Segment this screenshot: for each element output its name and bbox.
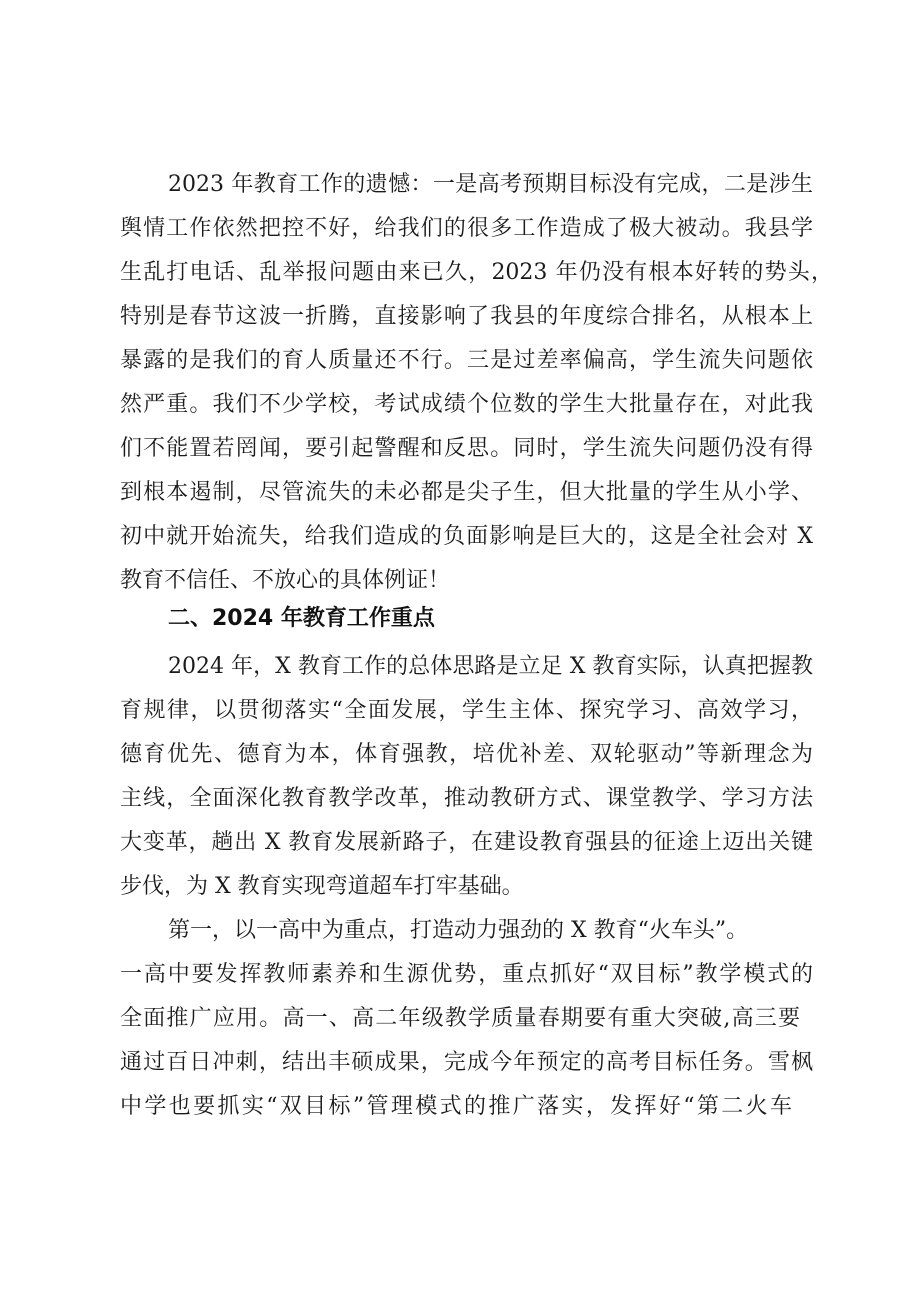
paragraph-3-line-2: 一高中要发挥教师素养和生源优势，重点抓好“双目标”教学模式的 xyxy=(120,962,813,987)
paragraph-1-line-8: 到根本遏制，尽管流失的未必都是尖子生，但大批量的学生从小学、 xyxy=(120,480,813,505)
paragraph-3-line-1: 第一，以一高中为重点，打造动力强劲的 X 教育“火车头”。 xyxy=(168,918,749,943)
section-heading: 二、2024 年教育工作重点 xyxy=(168,606,435,631)
paragraph-2-line-4: 主线，全面深化教育教学改革，推动教研方式、课堂教学、学习方法 xyxy=(120,786,813,811)
paragraph-2-line-6: 步伐，为 X 教育实现弯道超车打牢基础。 xyxy=(120,874,524,899)
paragraph-1-line-5: 暴露的是我们的育人质量还不行。三是过差率偏高，学生流失问题依 xyxy=(120,348,813,373)
paragraph-1-line-3: 生乱打电话、乱举报问题由来已久，2023 年仍没有根本好转的势头， xyxy=(120,260,833,285)
paragraph-3-line-5: 中学也要抓实“双目标”管理模式的推广落实，发挥好“第二火车 xyxy=(120,1094,792,1119)
paragraph-1-line-10: 教育不信任、不放心的具体例证！ xyxy=(120,568,451,593)
paragraph-3-line-3: 全面推广应用。高一、高二年级教学质量春期要有重大突破,高三要 xyxy=(120,1006,800,1031)
paragraph-1-line-1: 2023 年教育工作的遗憾：一是高考预期目标没有完成，二是涉生 xyxy=(168,172,813,197)
paragraph-1-line-6: 然严重。我们不少学校，考试成绩个位数的学生大批量存在，对此我 xyxy=(120,392,813,417)
paragraph-1-line-2: 舆情工作依然把控不好，给我们的很多工作造成了极大被动。我县学 xyxy=(120,216,813,241)
paragraph-2-line-5: 大变革，趟出 X 教育发展新路子，在建设教育强县的征途上迈出关键 xyxy=(120,830,813,855)
paragraph-2-line-1: 2024 年，X 教育工作的总体思路是立足 X 教育实际，认真把握教 xyxy=(168,654,813,679)
paragraph-2-line-3: 德育优先、德育为本，体育强教，培优补差、双轮驱动”等新理念为 xyxy=(120,742,813,767)
paragraph-1-line-7: 们不能置若罔闻，要引起警醒和反思。同时，学生流失问题仍没有得 xyxy=(120,436,813,461)
paragraph-3-line-4: 通过百日冲刺，结出丰硕成果，完成今年预定的高考目标任务。雪枫 xyxy=(120,1050,813,1075)
paragraph-2-line-2: 育规律，以贯彻落实“全面发展，学生主体、探究学习、高效学习， xyxy=(120,698,813,723)
paragraph-1-line-9: 初中就开始流失，给我们造成的负面影响是巨大的，这是全社会对 X xyxy=(120,524,813,549)
paragraph-1-line-4: 特别是春节这波一折腾，直接影响了我县的年度综合排名，从根本上 xyxy=(120,304,813,329)
